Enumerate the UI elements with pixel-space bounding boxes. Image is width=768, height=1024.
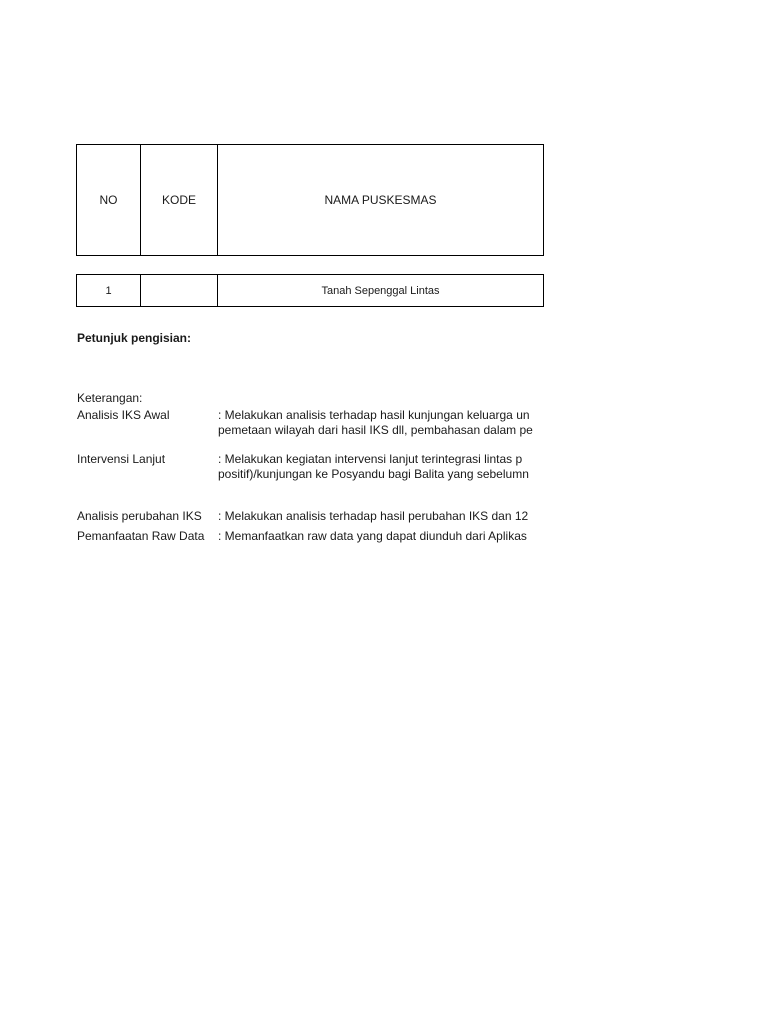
label-pemanfaatan-raw-data: Pemanfaatan Raw Data xyxy=(77,529,205,543)
desc-intervensi-lanjut-line2: positif)/kunjungan ke Posyandu bagi Balita yang sebelumn xyxy=(218,467,529,481)
keterangan-heading: Keterangan: xyxy=(77,391,143,405)
label-analisis-perubahan-iks: Analisis perubahan IKS xyxy=(77,509,202,523)
label-analisis-iks-awal: Analisis IKS Awal xyxy=(77,408,170,422)
desc-intervensi-lanjut-line1: : Melakukan kegiatan intervensi lanjut terintegrasi lintas p xyxy=(218,452,523,466)
petunjuk-heading: Petunjuk pengisian: xyxy=(77,331,192,345)
desc-analisis-perubahan-iks: : Melakukan analisis terhadap hasil perubahan IKS dan 12 xyxy=(218,509,529,523)
table-row xyxy=(76,274,544,307)
desc-pemanfaatan-raw-data: : Memanfaatkan raw data yang dapat diunduh dari Aplikas xyxy=(218,529,527,543)
cell-kode xyxy=(141,275,218,306)
header-no: NO xyxy=(77,145,141,255)
header-nama-puskesmas: NAMA PUSKESMAS xyxy=(324,193,437,207)
desc-analisis-iks-awal-line2: pemetaan wilayah dari hasil IKS dll, pembahasan dalam pe xyxy=(218,423,533,437)
header-kode: KODE xyxy=(141,145,218,255)
label-intervensi-lanjut: Intervensi Lanjut xyxy=(77,452,166,466)
cell-nama: Tanah Sepenggal Lintas xyxy=(321,284,440,297)
desc-analisis-iks-awal-line1: : Melakukan analisis terhadap hasil kunjungan keluarga un xyxy=(218,408,530,422)
cell-no: 1 xyxy=(77,275,141,306)
table-header xyxy=(76,144,544,256)
